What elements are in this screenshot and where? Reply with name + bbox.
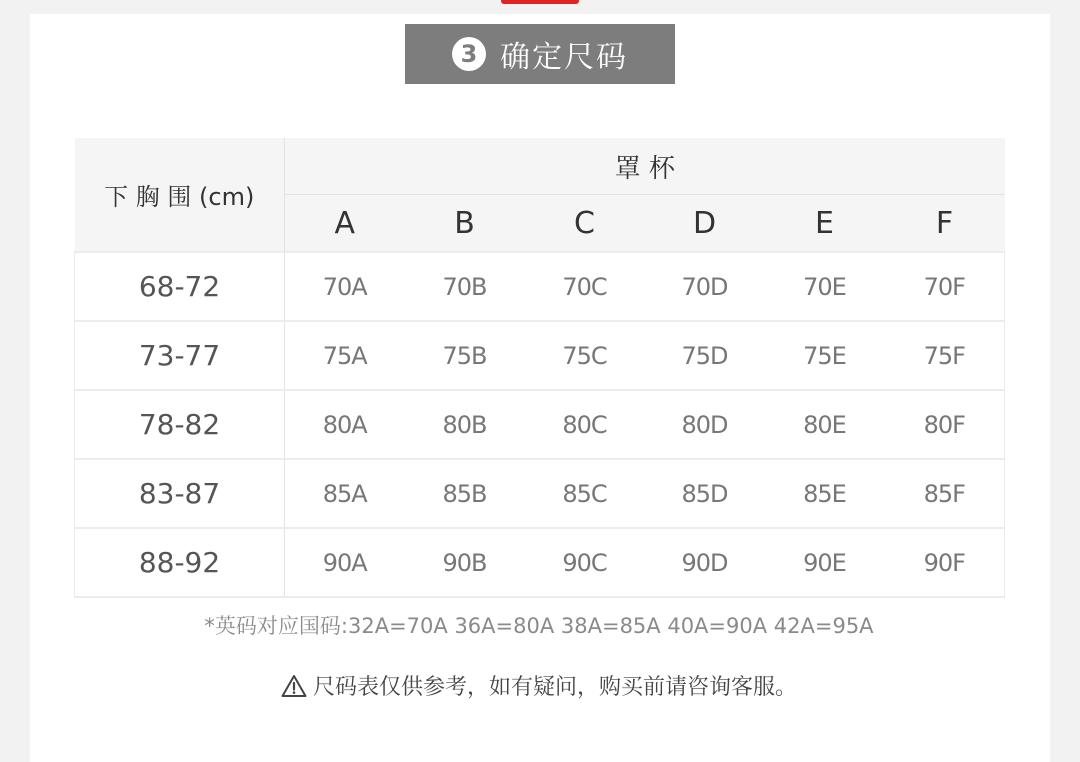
size-cell: 90F xyxy=(885,528,1005,597)
size-conversion-note: *英码对应国码:32A=70A 36A=80A 38A=85A 40A=90A 42A=95A xyxy=(204,614,874,638)
band-range-cell: 78-82 xyxy=(75,390,285,459)
size-cell: 75E xyxy=(765,321,885,390)
table-row xyxy=(75,252,1005,321)
table-row xyxy=(75,390,1005,459)
step-title: 确定尺码 xyxy=(500,40,628,75)
size-cell: 75B xyxy=(405,321,525,390)
band-range-cell: 68-72 xyxy=(75,252,285,321)
size-cell: 80C xyxy=(525,390,645,459)
table-row xyxy=(75,459,1005,528)
size-cell: 75A xyxy=(285,321,405,390)
cup-column-header: D xyxy=(645,195,765,253)
cup-column-header: A xyxy=(285,195,405,253)
size-cell: 90E xyxy=(765,528,885,597)
disclaimer-text: 尺码表仅供参考，如有疑问，购买前请咨询客服。 xyxy=(312,675,797,700)
cup-column-header: F xyxy=(885,195,1005,253)
disclaimer xyxy=(74,670,1004,701)
size-cell: 85E xyxy=(765,459,885,528)
cup-column-header: C xyxy=(525,195,645,253)
size-cell: 90B xyxy=(405,528,525,597)
size-cell: 75F xyxy=(885,321,1005,390)
size-cell: 85B xyxy=(405,459,525,528)
table-row xyxy=(75,528,1005,597)
table-row xyxy=(75,321,1005,390)
size-cell: 75D xyxy=(645,321,765,390)
size-cell: 70F xyxy=(885,252,1005,321)
size-cell: 80B xyxy=(405,390,525,459)
step-number-badge: 3 xyxy=(452,37,486,71)
size-cell: 80D xyxy=(645,390,765,459)
size-cell: 80A xyxy=(285,390,405,459)
size-cell: 90A xyxy=(285,528,405,597)
band-range-cell: 88-92 xyxy=(75,528,285,597)
size-cell: 70E xyxy=(765,252,885,321)
step-banner xyxy=(405,24,675,84)
size-cell: 80E xyxy=(765,390,885,459)
size-cell: 85A xyxy=(285,459,405,528)
cup-column-header: E xyxy=(765,195,885,253)
size-cell: 70A xyxy=(285,252,405,321)
size-cell: 80F xyxy=(885,390,1005,459)
size-cell: 70B xyxy=(405,252,525,321)
band-range-cell: 83-87 xyxy=(75,459,285,528)
size-cell: 70C xyxy=(525,252,645,321)
size-cell: 90D xyxy=(645,528,765,597)
size-chart-table xyxy=(74,138,1005,598)
band-range-cell: 73-77 xyxy=(75,321,285,390)
cup-column-header: B xyxy=(405,195,525,253)
band-size-header: 下 胸 围 (cm) xyxy=(75,138,285,252)
size-cell: 85C xyxy=(525,459,645,528)
warning-icon xyxy=(281,674,307,698)
size-cell: 75C xyxy=(525,321,645,390)
top-accent-bar xyxy=(501,0,579,4)
size-cell: 70D xyxy=(645,252,765,321)
size-cell: 90C xyxy=(525,528,645,597)
size-cell: 85D xyxy=(645,459,765,528)
cup-header: 罩 杯 xyxy=(285,138,1005,195)
size-cell: 85F xyxy=(885,459,1005,528)
